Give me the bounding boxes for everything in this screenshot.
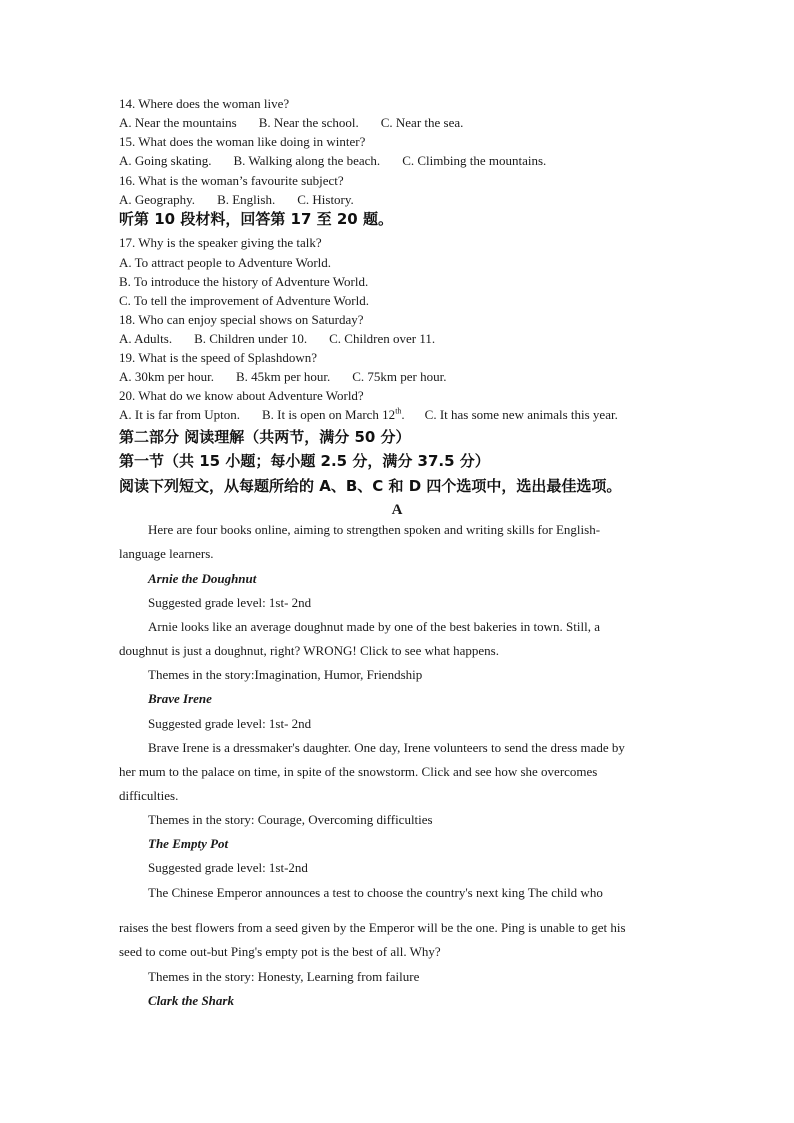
part-2-title: 第二部分 阅读理解（共两节，满分 50 分） (119, 428, 411, 446)
question-16-option-c: C. History. (297, 192, 354, 207)
question-20-option-a: A. It is far from Upton. (119, 407, 240, 422)
book-1-desc-line-2: doughnut is just a doughnut, right? WRONG! Click to see what happens. (119, 643, 499, 658)
question-14-options (119, 114, 463, 131)
book-2-desc-line-2: her mum to the palace on time, in spite of the snowstorm. Click and see how she overcomes (119, 764, 598, 779)
question-18-option-a: A. Adults. (119, 331, 173, 346)
question-16-stem: 16. What is the woman’s favourite subject? (119, 173, 344, 188)
question-18-option-b: B. Children under 10. (194, 331, 308, 346)
question-15-option-c: C. Climbing the mountains. (402, 153, 547, 168)
book-3-desc-line-1: The Chinese Emperor announces a test to choose the country's next king The child who (148, 885, 603, 900)
book-3-themes: Themes in the story: Honesty, Learning from failure (148, 969, 420, 984)
question-18-options (119, 330, 435, 347)
question-15-option-b: B. Walking along the beach. (233, 153, 381, 168)
question-17-stem: 17. Why is the speaker giving the talk? (119, 235, 322, 250)
question-16-option-b: B. English. (217, 192, 276, 207)
book-2-desc-line-3: difficulties. (119, 788, 179, 803)
question-19-option-a: A. 30km per hour. (119, 369, 214, 384)
question-20-stem: 20. What do we know about Adventure World? (119, 388, 364, 403)
question-14-option-c: C. Near the sea. (380, 115, 464, 130)
book-1-grade: Suggested grade level: 1st- 2nd (148, 595, 312, 610)
question-14-stem: 14. Where does the woman live? (119, 96, 290, 111)
question-20-option-c: C. It has some new animals this year. (424, 407, 618, 422)
question-18-option-c: C. Children over 11. (329, 331, 436, 346)
question-20-option-b: B. It is open on March 12th. (261, 406, 405, 422)
book-4-title: Clark the Shark (148, 993, 234, 1008)
question-17-option-c: C. To tell the improvement of Adventure World. (119, 293, 369, 308)
book-1-title: Arnie the Doughnut (148, 571, 257, 586)
book-3-desc-line-2: raises the best flowers from a seed given by the Emperor will be the one. Ping is unable to get his (119, 920, 626, 935)
question-19-option-b: B. 45km per hour. (235, 369, 331, 384)
passage-intro-line-2: language learners. (119, 546, 214, 561)
book-3-title: The Empty Pot (148, 836, 229, 851)
question-15-stem: 15. What does the woman like doing in winter? (119, 134, 366, 149)
book-2-themes: Themes in the story: Courage, Overcoming difficulties (148, 812, 433, 827)
question-14-option-a: A. Near the mountains (119, 115, 237, 130)
question-18-stem: 18. Who can enjoy special shows on Saturday? (119, 312, 364, 327)
question-16-option-a: A. Geography. (119, 192, 196, 207)
passage-label: A (391, 502, 403, 518)
book-2-desc-line-1: Brave Irene is a dressmaker's daughter. One day, Irene volunteers to send the dress made by (148, 740, 625, 755)
book-1-desc-line-1: Arnie looks like an average doughnut made by one of the best bakeries in town. Still, a (148, 619, 600, 634)
book-2-title: Brave Irene (148, 691, 212, 706)
question-17-option-a: A. To attract people to Adventure World. (119, 255, 332, 270)
question-15-option-a: A. Going skating. (119, 153, 212, 168)
question-19-stem: 19. What is the speed of Splashdown? (119, 350, 317, 365)
question-14-option-b: B. Near the school. (258, 115, 359, 130)
question-20-options (119, 406, 618, 423)
section-1-title: 第一节（共 15 小题；每小题 2.5 分，满分 37.5 分） (119, 452, 490, 470)
reading-instruction: 阅读下列短文，从每题所给的 A、B、C 和 D 四个选项中，选出最佳选项。 (119, 477, 622, 495)
book-3-desc-line-3: seed to come out-but Ping's empty pot is the best of all. Why? (119, 944, 441, 959)
book-3-grade: Suggested grade level: 1st-2nd (148, 860, 308, 875)
question-16-options (119, 191, 354, 208)
question-19-option-c: C. 75km per hour. (352, 369, 447, 384)
passage-intro-line-1: Here are four books online, aiming to strengthen spoken and writing skills for English- (148, 522, 601, 537)
book-2-grade: Suggested grade level: 1st- 2nd (148, 716, 312, 731)
question-15-options (119, 152, 546, 169)
section-10-instruction: 听第 10 段材料，回答第 17 至 20 题。 (119, 210, 393, 228)
question-19-options (119, 368, 446, 385)
question-17-option-b: B. To introduce the history of Adventure World. (119, 274, 369, 289)
book-1-themes: Themes in the story:Imagination, Humor, Friendship (148, 667, 423, 682)
